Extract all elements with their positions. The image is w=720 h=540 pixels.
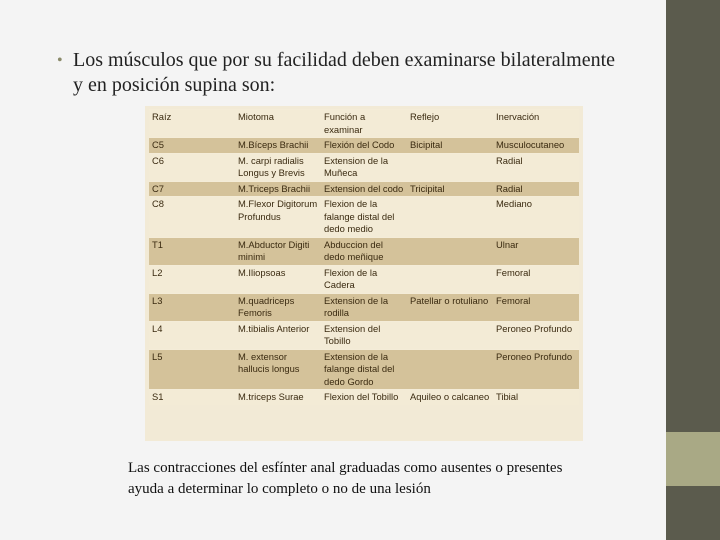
footer-note: Las contracciones del esfínter anal graduadas como ausentes o presentes ayuda a determinar lo completo o no de una lesión: [128, 460, 563, 497]
bullet-point: [57, 48, 617, 98]
table-header-cell: Reflejo: [407, 110, 493, 138]
table-cell: C5: [149, 138, 235, 154]
table-cell: Flexion de la Cadera: [321, 265, 407, 293]
table-cell: M.Triceps Brachii: [235, 181, 321, 197]
table-cell: M.Bíceps Brachii: [235, 138, 321, 154]
sidebar-decoration-bottom: [666, 486, 720, 540]
table-cell: L2: [149, 265, 235, 293]
table-cell: L4: [149, 321, 235, 349]
bullet-dot-icon: •: [57, 52, 63, 69]
table-header-row: [149, 110, 579, 138]
table-cell: C7: [149, 181, 235, 197]
table-cell: Tricipital: [407, 181, 493, 197]
table-cell: Bicipital: [407, 138, 493, 154]
sidebar-decoration-top: [666, 0, 720, 432]
table-row: [149, 321, 579, 349]
table-row: [149, 153, 579, 181]
table-row: [149, 181, 579, 197]
table-header-cell: Miotoma: [235, 110, 321, 138]
table-cell: M. extensor hallucis longus: [235, 349, 321, 390]
table-cell: Extension del codo: [321, 181, 407, 197]
table-cell: M. carpi radialis Longus y Brevis: [235, 153, 321, 181]
table-row: [149, 237, 579, 265]
table-row: [149, 390, 579, 405]
table-cell: L3: [149, 293, 235, 321]
table-cell: C8: [149, 197, 235, 238]
table-cell: Femoral: [493, 293, 579, 321]
table-cell: C6: [149, 153, 235, 181]
table-cell: Radial: [493, 153, 579, 181]
table-cell: M.Flexor Digitorum Profundus: [235, 197, 321, 238]
table-cell: Extension del Tobillo: [321, 321, 407, 349]
table-cell: M.Abductor Digiti minimi: [235, 237, 321, 265]
table-cell: [407, 265, 493, 293]
table-cell: M.quadriceps Femoris: [235, 293, 321, 321]
table-cell: Aquileo o calcaneo: [407, 390, 493, 405]
table-cell: Extension de la rodilla: [321, 293, 407, 321]
table-header-cell: Raíz: [149, 110, 235, 138]
table-row: [149, 197, 579, 238]
table-cell: Peroneo Profundo: [493, 321, 579, 349]
table-cell: M.triceps Surae: [235, 390, 321, 405]
table-cell: [407, 321, 493, 349]
table-cell: Flexion del Tobillo: [321, 390, 407, 405]
sidebar-decoration-middle: [666, 432, 720, 486]
table-row: [149, 138, 579, 154]
table-cell: [407, 153, 493, 181]
table-cell: [407, 197, 493, 238]
table-cell: Extension de la Muñeca: [321, 153, 407, 181]
table-cell: T1: [149, 237, 235, 265]
table-row: [149, 293, 579, 321]
table-cell: L5: [149, 349, 235, 390]
table-cell: Peroneo Profundo: [493, 349, 579, 390]
table-cell: Musculocutaneo: [493, 138, 579, 154]
table-header-cell: Inervación: [493, 110, 579, 138]
table-row: [149, 349, 579, 390]
myotome-table-image: [145, 106, 583, 441]
table-cell: M.tibialis Anterior: [235, 321, 321, 349]
table-row: [149, 265, 579, 293]
table-cell: Flexión del Codo: [321, 138, 407, 154]
table-cell: Abduccion del dedo meñique: [321, 237, 407, 265]
table-cell: Flexion de la falange distal del dedo medio: [321, 197, 407, 238]
table-cell: Patellar o rotuliano: [407, 293, 493, 321]
table-cell: Femoral: [493, 265, 579, 293]
table-cell: S1: [149, 390, 235, 405]
myotome-table: [149, 109, 579, 405]
table-cell: Radial: [493, 181, 579, 197]
table-cell: Ulnar: [493, 237, 579, 265]
table-cell: M.Iliopsoas: [235, 265, 321, 293]
bullet-text: Los músculos que por su facilidad deben examinarse bilateralmente y en posición supina son:: [73, 49, 616, 96]
table-header-cell: Función a examinar: [321, 110, 407, 138]
table-cell: Extension de la falange distal del dedo Gordo: [321, 349, 407, 390]
table-cell: Mediano: [493, 197, 579, 238]
table-cell: [407, 349, 493, 390]
table-cell: [407, 237, 493, 265]
table-cell: Tibial: [493, 390, 579, 405]
